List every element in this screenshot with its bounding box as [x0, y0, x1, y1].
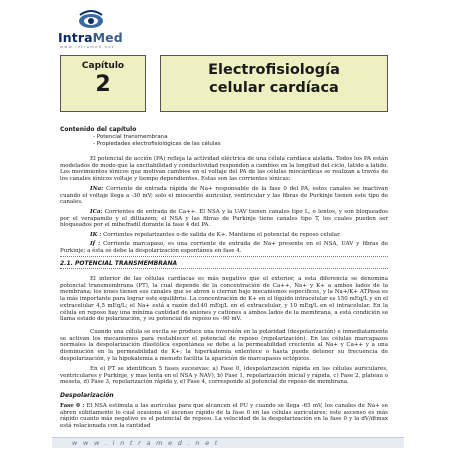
- footer-bar: [52, 437, 404, 448]
- ik-term: IK :: [90, 232, 102, 238]
- ica-paragraph: ICa: Corrientes de entrada de Ca++. El NSA y la UAV tienen canales tipo L, o lentos, y son bloqueados por el verapamilo y el diltiazem; el NSA y las fibras de Purkinje tiene canales tipo T, los cuales pueden ser bloqueados por el mibefradil durante la fase 4 del PA.: [60, 209, 388, 229]
- chapter-box: [60, 55, 146, 112]
- ik-paragraph: IK : Corrientes repolarizantes o de salida de K+. Mantiene el potencial de reposo celular.: [90, 232, 341, 238]
- intro-paragraph: El potencial de acción (PA) refleja la actividad eléctrica de una célula cardíaca aislada. Todos los PA están modelados de modo que la excitabilidad y conductividad responden a cambios en la longitud del ciclo, latido a latido. Los movimientos iónicos que motivan cambios en el voltaje del PA de las células miocárdicas se realizan a través de los canales iónicos voltaje y tiempo dependientes. Estas son las corrientes iónicas:: [60, 156, 388, 183]
- subsection-heading: Despolarización: [60, 392, 114, 399]
- title-box: [160, 55, 388, 112]
- if-term: If :: [90, 241, 101, 247]
- section-heading: 2.1. POTENCIAL TRANSMEMBRANA: [60, 260, 178, 267]
- chapter-label: Capítulo: [81, 61, 125, 71]
- section-paragraph: El interior de las células cardíacas es más negativo que el exterior, a esta diferencia se denomina potencial transmembrana (PT), la cual depende de la concentración de Ca++, Na+ y K+ a ambos lados de la membrana; los iones tienen sus canales que se abren o cierran bajo mecanismos específicos, y la Na+/K+ ATPasa es la más importante para lograr este equilibrio. La concentración de K+ en el líquido intracelular es 150 mEq/L y en el extracelular 4,5 mEq/L; el Na+ está a razón de140 mEq/L en el extracelular, y 10 mEq/L en el intracelular. En la célula en reposo hay una mínima cantidad de aniones y cationes a ambos lados de la membrana, a está condición se llama estado de polarización, y su potencial de reposo es -90 mV.: [60, 276, 388, 323]
- footer-url: w w w . i n t r a m e d . n e t: [72, 439, 220, 447]
- eye-logo-icon: [78, 9, 104, 31]
- contents-item: - Propiedades electrofisiológicas de las células: [93, 141, 221, 147]
- chapter-number: 2: [95, 72, 111, 97]
- ica-term: ICa:: [90, 209, 103, 215]
- section-paragraph: Cuando una célula se excita se produce una inversión en la polaridad (despolarización) e inmediatamente se activan los mecanismos para restablecer el potencial de reposo (repolarización). En las células marcapasos normales la despolarización diastólica espontánea se debe a la permeabilidad creciente al Na+ y Ca++ y a una disminución en la permeabilidad de K+; la hiperkalemia enlentece o hasta puede detener su frecuencia de despolarización, y la hipokalemia a menudo facilita la aparición de marcapasos ectópicos.: [60, 329, 388, 362]
- intramed-logo: [58, 9, 138, 47]
- logo-wordmark: IntraMed: [58, 30, 123, 45]
- fase0-paragraph: Fase 0 : El NSA estimula a las aurículas para que alcancen el PU y cuando se llega -65 mV, los canales de Na+ se abren súbitamente lo cual ocasiona el ascenso rápido de la fase 0 en las células auriculares; este ascenso es más rápido cuanto más negativo es el potencial de reposo. La velocidad de la despolarización en la fase 0 y la dV/dtmax está relacionada con la cantidad: [60, 403, 389, 430]
- if-paragraph: If : Corriente marcapaso, es una corriente de entrada de Na+ presente en el NSA, UAV y fibras de Purkinje; a ésta se debe la despolarización espontánea en fase 4.: [60, 241, 389, 254]
- fase0-term: Fase 0 :: [60, 403, 85, 409]
- section-divider: [60, 256, 388, 257]
- section-paragraph: En el PT se identifican 5 fases sucesivas: a) Fase 0, (despolarización rápida en las células auriculares, ventriculares y Purkinje, y mas lenta en el NSA y NAV), b) Fase 1, repolarización inicial y rápida, c) Fase 2, plateau o meseta, d) Fase 3, repolarización rápida y, e) Fase 4, corresponde al potencial de reposo de membrana.: [60, 366, 388, 386]
- contents-heading: Contenido del capítulo: [60, 126, 137, 133]
- contents-item: - Potencial transmembrana: [93, 134, 168, 140]
- ina-paragraph: INa: Corriente de entrada rápida de Na+ responsable de la fase 0 del PA, estos canales se inactivan cuando el voltaje llega a -30 mV; solo el miocardio auricular, ventricular y las fibras de Purkinje tienen este tipo de canales.: [60, 186, 388, 206]
- chapter-title: Electrofisiología celular cardíaca: [208, 62, 340, 96]
- logo-url: w w w . i n t r a m e d . n e t: [60, 44, 114, 49]
- ina-term: INa:: [90, 186, 104, 192]
- section-divider: [60, 268, 388, 269]
